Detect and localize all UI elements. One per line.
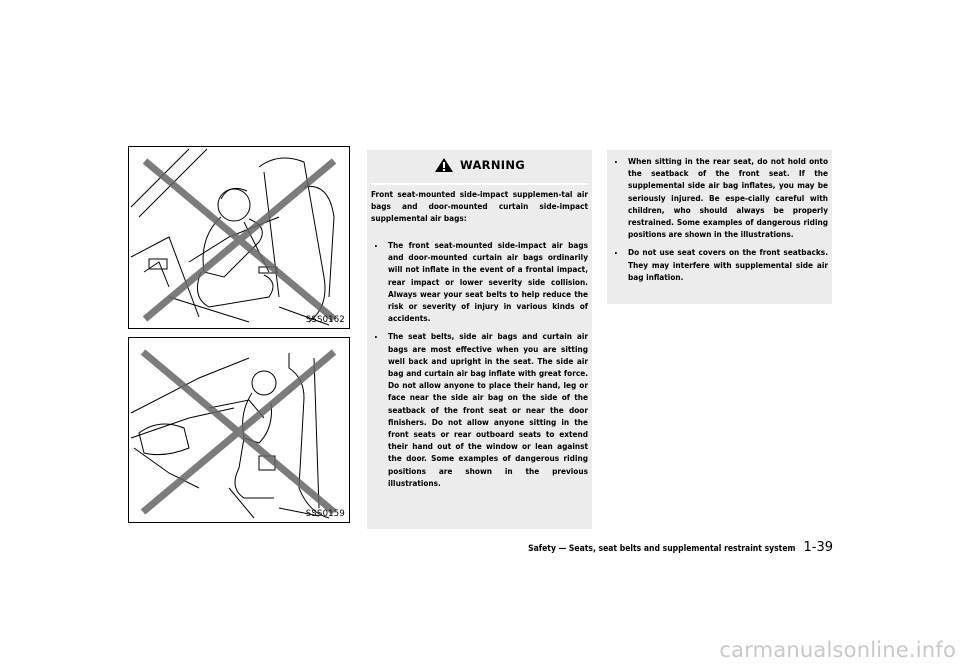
page-footer xyxy=(497,540,833,556)
warning-panel xyxy=(367,150,592,529)
bullet: . xyxy=(614,246,618,258)
list-item-text: The front seat-mounted side-impact air bags and door-mounted curtain air bags ordinarily will not inflate in the event of a frontal impact, rear impact or lower severity side collision. Always wear your seat belts to help reduce the risk or severity of injury in various kinds of accidents. xyxy=(388,240,588,324)
list-item xyxy=(611,155,828,240)
warning-panel-continued xyxy=(607,150,832,304)
warning-title: WARNING xyxy=(460,158,525,172)
list-item-text: The seat belts, side air bags and curtain air bags are most effective when you are sitting well back and upright in the seat. The side air bag and curtain air bag inflate with great force. Do not allow anyone to place their hand, leg or face near the side air bag on the side of the seatback of the front seat or near the door finishers. Do not allow anyone sitting in the front seats or rear outboard seats to extend their hand out of the window or lean against the door. Some examples of dangerous riding positions are shown in the previous illustrations. xyxy=(388,331,588,488)
list-item xyxy=(611,246,828,283)
watermark: carmanualsonline.info xyxy=(719,638,956,662)
figure-code: SSS0162 xyxy=(305,315,345,325)
page-number: 1-39 xyxy=(803,540,833,555)
warning-divider xyxy=(371,183,588,185)
warning-header xyxy=(367,150,592,180)
rear-seat-illustration xyxy=(129,338,349,522)
bullet: . xyxy=(374,239,378,250)
section-title: Safety — Seats, seat belts and supplemental restraint system xyxy=(528,544,796,554)
figure-code: SSS0159 xyxy=(305,509,345,519)
warning-list xyxy=(611,155,828,289)
list-item xyxy=(371,330,588,489)
warning-triangle-icon xyxy=(434,157,454,173)
child-seat-illustration xyxy=(129,147,349,328)
list-item-text: When sitting in the rear seat, do not hold onto the seatback of the front seat. If the supplemental side air bag inflates, you may be seriously injured. Be espe-cially careful with children, who should always be properly restrained. Some examples of dangerous riding positions are shown in the illustrations. xyxy=(628,156,828,240)
warning-intro: Front seat-mounted side-impact supplemen-tal air bags and door-mounted curtain side-impact supplemental air bags: xyxy=(371,189,588,224)
illustration-child-rear-seat xyxy=(128,337,350,523)
illustration-child-leaning-on-door xyxy=(128,146,350,329)
bullet: . xyxy=(614,155,618,166)
bullet: . xyxy=(374,330,378,342)
list-item-text: Do not use seat covers on the front seatbacks. They may interfere with supplemental side air bag inflation. xyxy=(628,247,828,282)
warning-list xyxy=(371,239,588,495)
list-item xyxy=(371,239,588,324)
